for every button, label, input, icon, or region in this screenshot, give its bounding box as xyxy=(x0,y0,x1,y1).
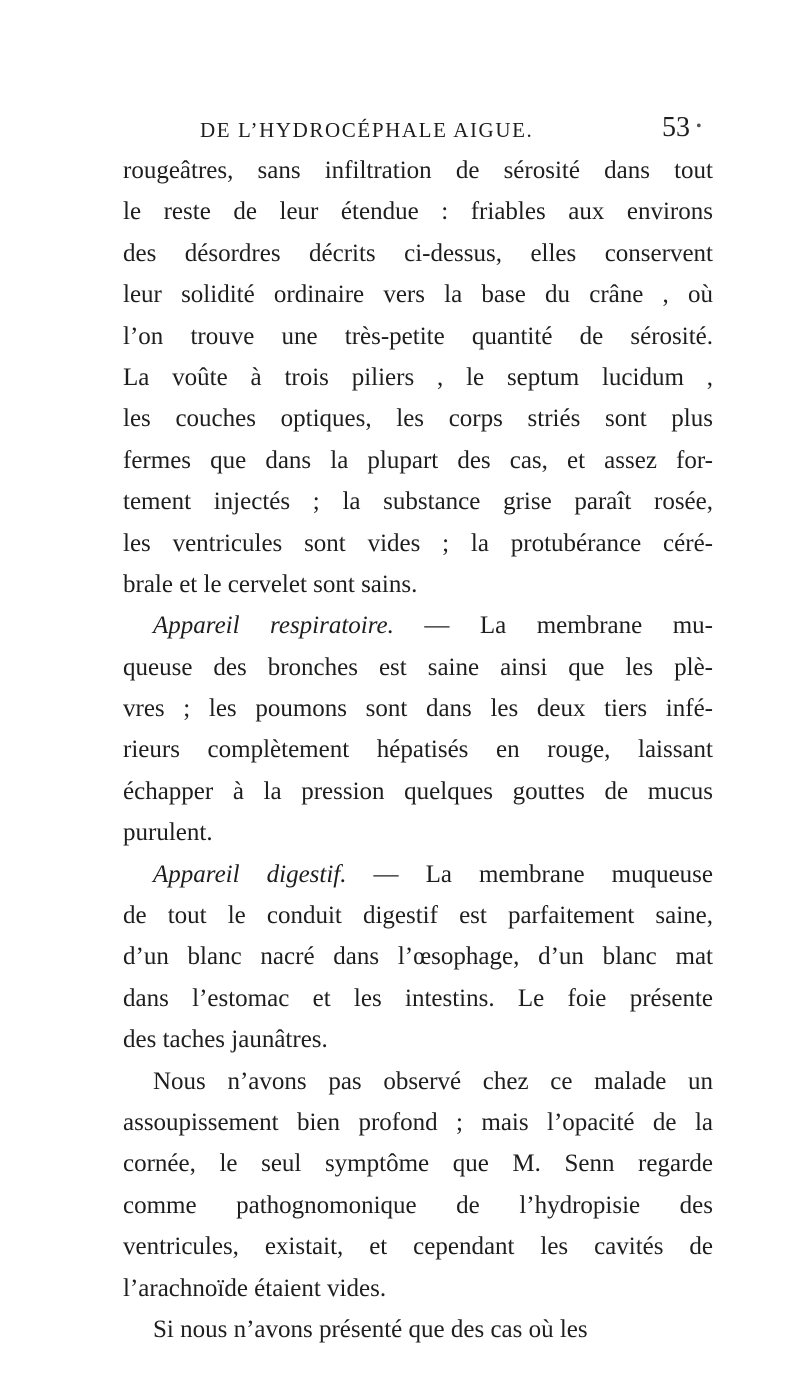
bullet-mark-icon: • xyxy=(696,118,702,135)
text-line xyxy=(123,605,713,646)
section-text: — La membrane muqueuse xyxy=(346,860,713,888)
body-text xyxy=(123,150,713,1350)
text-line: échapper à la pression quelques gouttes de mucus xyxy=(123,777,713,805)
running-head xyxy=(100,112,700,148)
text-line: tement injectés ; la substance grise paraît rosée, xyxy=(123,488,713,516)
page-number: 53 xyxy=(662,112,690,143)
text-line: rieurs complètement hépatisés en rouge, laissant xyxy=(123,736,713,764)
text-line: assoupissement bien profond ; mais l’opacité de la xyxy=(123,1108,713,1136)
text-line: leur solidité ordinaire vers la base du crâne , où xyxy=(123,281,713,309)
text-line: rougeâtres, sans infiltration de sérosité dans tout xyxy=(123,157,713,184)
text-line: fermes que dans la plupart des cas, et assez for- xyxy=(123,446,713,474)
text-line: dans l’estomac et les intestins. Le foie présente xyxy=(123,984,713,1012)
section-heading: Appareil respiratoire. xyxy=(153,612,394,640)
text-line: ventricules, existait, et cependant les cavités de xyxy=(123,1233,713,1261)
text-line xyxy=(123,854,713,895)
text-line: Nous n’avons pas observé chez ce malade un xyxy=(153,1067,713,1095)
text-line: de tout le conduit digestif est parfaitement saine, xyxy=(123,902,713,930)
text-line: d’un blanc nacré dans l’œsophage, d’un blanc mat xyxy=(123,943,713,971)
text-line: les ventricules sont vides ; la protubérance céré- xyxy=(123,529,713,557)
section-heading: Appareil digestif. xyxy=(153,860,347,888)
text-line: brale et le cervelet sont sains. xyxy=(123,570,418,598)
text-line: le reste de leur étendue : friables aux environs xyxy=(123,198,713,226)
running-title: DE L’HYDROCÉPHALE AIGUE. xyxy=(200,118,534,142)
text-line: l’arachnoïde étaient vides. xyxy=(123,1274,387,1302)
text-line: des désordres décrits ci-dessus, elles conservent xyxy=(123,239,713,267)
text-line: vres ; les poumons sont dans les deux tiers infé- xyxy=(123,695,713,723)
text-line: l’on trouve une très-petite quantité de sérosité. xyxy=(123,322,713,350)
text-line: purulent. xyxy=(123,819,213,847)
text-line: comme pathognomonique de l’hydropisie des xyxy=(123,1191,713,1219)
text-line: les couches optiques, les corps striés sont plus xyxy=(123,405,713,433)
section-text: — La membrane mu- xyxy=(393,612,713,640)
text-line: cornée, le seul symptôme que M. Senn regarde xyxy=(123,1150,713,1178)
text-line: queuse des bronches est saine ainsi que les plè- xyxy=(123,653,713,681)
text-line: Si nous n’avons présenté que des cas où les xyxy=(153,1315,588,1343)
text-line: La voûte à trois piliers , le septum lucidum , xyxy=(123,363,713,391)
text-line: des taches jaunâtres. xyxy=(123,1026,328,1054)
